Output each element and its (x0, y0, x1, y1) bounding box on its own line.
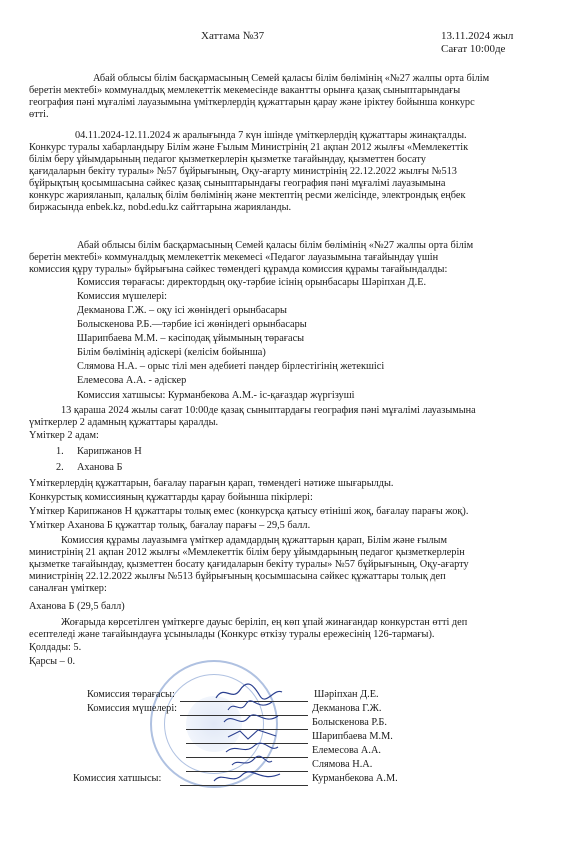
review-line: Конкурстық комиссияның құжаттарды қарау бойынша пікірлері: (29, 492, 313, 503)
review-line: Үміткер Карипжанов Н құжаттары толық емес (конкурсқа қатысу өтініші жоқ, бағалау парағы жоқ). (29, 506, 469, 517)
commission-member: Болыскенова Р.Б.—тәрбие ісі жөніндегі орынбасары (77, 319, 307, 330)
review-line: Үміткер Аханова Б құжаттар толық, бағалау парағы – 29,5 балл. (29, 520, 311, 531)
commission-member: Білім бөлімінің әдіскері (келісім бойынша) (77, 347, 266, 358)
para2-line: білім беру ұйымдарының педагог қызметкерлерін қызметке тағайындау, қызметтен босату (29, 154, 426, 165)
commission-secretary: Комиссия хатшысы: Курманбекова А.М.- іс-қағаздар жүргізуші (77, 390, 355, 401)
protocol-title: Хаттама №37 (201, 30, 265, 42)
commission-member: Елемесова А.А. - әдіскер (77, 375, 187, 386)
protocol-time: Сағат 10:00де (441, 43, 506, 55)
para1-line: өтті. (29, 109, 49, 120)
candidate-name: Аханова Б (77, 462, 123, 473)
para3-line: Абай облысы білім басқармасының Семей қаласы білім бөлімінің «№27 жалпы орта білім (77, 240, 474, 251)
votes-against: Қарсы – 0. (29, 656, 76, 667)
selected-candidate: Аханова Б (29,5 балл) (29, 601, 125, 612)
para1-line: Абай облысы білім басқармасының Семей қаласы білім бөлімінің «№27 жалпы орта білім (93, 73, 490, 84)
para2-line: бұйрықтың қосымшасына сәйкес қазақ сыныптарындағы география пәні мұғалімі лауазымына (29, 178, 446, 189)
candidate-number: 2. (56, 462, 64, 473)
signer-name: Шарипбаева М.М. (312, 731, 393, 742)
para4-line: Комиссия құрамы лауазымға үміткер адамдардың құжаттарын қарап, Білім және ғылым (61, 535, 447, 546)
para4-line: саналған үміткер: (29, 583, 107, 594)
signer-name: Болыскенова Р.Б. (312, 717, 387, 728)
meeting-line: үміткерлер 2 адамның құжаттары қаралды. (29, 417, 219, 428)
commission-member: Слямова Н.А. – орыс тілі мен әдебиеті пәндер бірлестігінің жетекшісі (77, 361, 385, 372)
para3-line: комиссия құру туралы» бұйрығына сәйкес төмендегі құрамда комиссия құрамы тағайындалды: (29, 264, 448, 275)
para5-line: есептеледі және тағайындауға ұсынылады (Конкурс өткізу туралы ережесінің 126-тармағы). (29, 629, 435, 640)
commission-members-heading: Комиссия мүшелері: (77, 291, 168, 302)
protocol-date: 13.11.2024 жыл (441, 30, 514, 42)
handwritten-signature (212, 769, 282, 787)
para5-line: Жоғарыда көрсетілген үміткерге дауыс беріліп, ең көп ұпай жинағандар конкурстан өтті деп (61, 617, 468, 628)
para1-line: география пәні мұғалімі лауазымына үміткерлердің құжаттарын қарау және іріктеу бойынша конкурс (29, 97, 475, 108)
para2-line: конкурс жарияланып, қалалық білім бөлімінің және мектептің ресми желісінде, электрондық еңбек (29, 190, 466, 201)
para2-line: Конкурс туралы хабарландыру Білім және Ғылым Министрінің 21 ақпан 2012 жылғы «Мемлекеттік (29, 142, 469, 153)
signer-name: Курманбекова А.М. (312, 773, 398, 784)
para2-line: биржасында enbek.kz, nobd.edu.kz сайттарына жарияланды. (29, 202, 292, 213)
candidate-name: Карипжанов Н (77, 446, 142, 457)
candidate-number: 1. (56, 446, 64, 457)
commission-chair: Комиссия төрағасы: директордың оқу-тәрбие ісінің орынбасары Шәріпхан Д.Е. (77, 277, 427, 288)
para2-line: 04.11.2024-12.11.2024 ж аралығында 7 күн ішінде үміткерлердің құжаттары жинақталды. (75, 130, 467, 141)
signer-name: Шәріпхан Д.Е. (314, 689, 379, 700)
candidates-heading: Үміткер 2 адам: (29, 430, 99, 441)
signer-name: Слямова Н.А. (312, 759, 373, 770)
para2-line: қағидаларын бекіту туралы» №57 бұйрығының, Оқу-ағарту министрінің 22.12.2022 жылғы №513 (29, 166, 457, 177)
para4-line: қызметке тағайындау, қызметтен босату қағидаларын бекіту туралы» №57 бұйрығының, Оқу-ағарту (29, 559, 469, 570)
commission-member: Декманова Г.Ж. – оқу ісі жөніндегі орынбасары (77, 305, 287, 316)
review-line: Үміткерлердің құжаттарын, бағалау парағын қарап, төмендегі нәтиже шығарылды. (29, 478, 394, 489)
commission-member: Шарипбаева М.М. – кәсіподақ ұйымының төрағасы (77, 333, 305, 344)
para4-line: министрінің 22.12.2022 жылғы №513 бұйрығының қосымшасына сәйкес құжаттары толық деп (29, 571, 446, 582)
para3-line: беретін мектебі» коммуналдық мемлекеттік мекемесі «Педагог лауазымына тағайындау үшін (29, 252, 439, 263)
para1-line: беретін мектебі» коммуналдық мемлекеттік мекемесінде вакантты орынға қазақ сыныптарындағы (29, 85, 461, 96)
signer-name: Декманова Г.Ж. (312, 703, 382, 714)
signature-chair-label: Комиссия төрағасы: (87, 689, 175, 700)
signer-name: Елемесова А.А. (312, 745, 381, 756)
signature-secretary-label: Комиссия хатшысы: (73, 773, 162, 784)
para4-line: министрінің 21 ақпан 2012 жылғы «Мемлекеттік білім беру ұйымдарының педагог қызметкерлерін (29, 547, 465, 558)
signature-members-label: Комиссия мүшелері: (87, 703, 178, 714)
meeting-line: 13 қараша 2024 жылы сағат 10:00де қазақ сыныптардағы география пәні мұғалімі лауазымына (61, 405, 476, 416)
votes-for: Қолдады: 5. (29, 642, 82, 653)
